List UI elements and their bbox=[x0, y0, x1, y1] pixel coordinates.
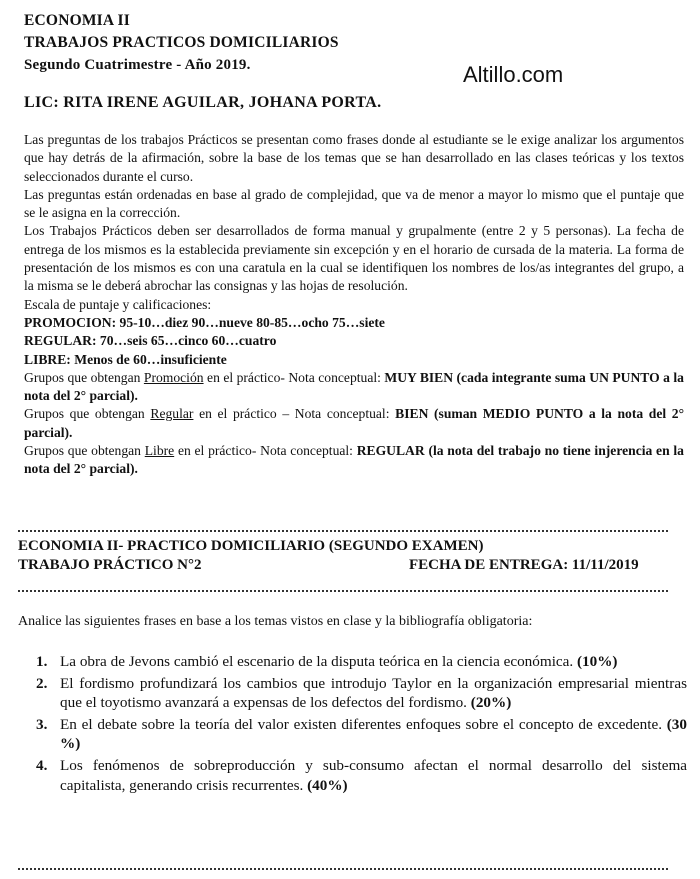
scale-regular-values: 70…seis 65…cinco 60…cuatro bbox=[99, 333, 277, 349]
rule-middle: en el práctico- Nota conceptual: bbox=[177, 443, 353, 459]
intro-paragraph-2: Las preguntas están ordenadas en base al grado de complejidad, que va de menor a mayor lo mismo que el puntaje que se le asigna en la corrección. bbox=[24, 186, 684, 221]
question-text: En el debate sobre la teoría del valor existen diferentes enfoques sobre el concepto de excedente. bbox=[60, 715, 662, 733]
due-date: FECHA DE ENTREGA: 11/11/2019 bbox=[409, 557, 639, 573]
scale-promocion-label: PROMOCION: bbox=[24, 314, 117, 330]
question-weight: (10%) bbox=[576, 653, 618, 670]
dotted-divider bbox=[18, 868, 668, 870]
question-item bbox=[32, 756, 687, 795]
rule-middle: en el práctico- Nota conceptual: bbox=[207, 369, 381, 385]
practical-number: TRABAJO PRÁCTICO N°2 bbox=[18, 557, 202, 573]
question-number: 2. bbox=[36, 674, 48, 692]
intro-paragraph-3: Los Trabajos Prácticos deben ser desarrollados de forma manual y grupalmente (entre 2 y 5 personas). La fecha de entrega de los mismos es la establecida previamente sin excepción y en el horario de cursada de la materia. La forma de presentación de los mismos es con una caratula en la cual se identifiquen los nombres de los/as integrantes del grupo, a la misma se le deberá abrochar las consignas y las hojas de resolución. bbox=[24, 223, 684, 294]
question-list bbox=[32, 652, 687, 797]
question-number: 4. bbox=[36, 756, 48, 774]
grade-rule-libre bbox=[24, 442, 684, 479]
rule-grade-word: Regular bbox=[150, 406, 194, 422]
scale-title: Escala de puntaje y calificaciones: bbox=[24, 296, 212, 312]
question-item bbox=[32, 652, 687, 672]
question-text: Los fenómenos de sobreproducción y sub-consumo afectan el normal desarrollo del sistema capitalista, generando crisis recurrentes. bbox=[60, 756, 687, 794]
question-text: La obra de Jevons cambió el escenario de la disputa teórica en la ciencia económica. bbox=[60, 653, 574, 670]
scale-promocion-values: 95-10…diez 90…nueve 80-85…ocho 75…siete bbox=[119, 314, 385, 330]
instructions-block bbox=[24, 131, 684, 479]
rule-result: MUY BIEN (cada integrante suma UN PUNTO a la nota del 2° parcial). bbox=[24, 369, 684, 404]
rule-prefix: Grupos que obtengan bbox=[24, 443, 141, 459]
exam-section-title: ECONOMIA II- PRACTICO DOMICILIARIO (SEGUNDO EXAMEN) bbox=[18, 538, 484, 554]
grade-rule-regular bbox=[24, 405, 684, 442]
rule-prefix: Grupos que obtengan bbox=[24, 369, 141, 385]
dotted-divider bbox=[18, 530, 668, 532]
question-weight: (30 %) bbox=[60, 715, 687, 753]
rule-grade-word: Libre bbox=[144, 443, 175, 459]
rule-result: BIEN (suman MEDIO PUNTO a la nota del 2° parcial). bbox=[24, 406, 685, 440]
document-title: TRABAJOS PRACTICOS DOMICILIARIOS bbox=[24, 34, 339, 51]
question-weight: (40%) bbox=[307, 776, 348, 794]
rule-middle: en el práctico – Nota conceptual: bbox=[199, 406, 390, 422]
scale-regular bbox=[24, 332, 684, 350]
task-instruction: Analice las siguientes frases en base a los temas vistos en clase y la bibliografía obligatoria: bbox=[18, 614, 533, 629]
question-item bbox=[32, 715, 687, 754]
grade-rule-promocion bbox=[24, 369, 684, 406]
question-weight: (20%) bbox=[470, 694, 512, 712]
scale-libre-values: Menos de 60…insuficiente bbox=[74, 351, 227, 367]
scale-promocion bbox=[24, 314, 684, 332]
scale-libre-label: LIBRE: bbox=[24, 351, 71, 367]
watermark-logo: Altillo.com bbox=[463, 62, 564, 87]
scale-libre bbox=[24, 351, 684, 369]
question-number: 3. bbox=[36, 715, 48, 733]
rule-result: REGULAR (la nota del trabajo no tiene injerencia en la nota del 2° parcial). bbox=[24, 443, 684, 477]
rule-prefix: Grupos que obtengan bbox=[24, 406, 145, 422]
scale-regular-label: REGULAR: bbox=[24, 333, 97, 349]
question-item bbox=[32, 674, 687, 713]
professors-line: LIC: RITA IRENE AGUILAR, JOHANA PORTA. bbox=[24, 94, 382, 111]
course-title: ECONOMIA II bbox=[24, 12, 130, 29]
dotted-divider bbox=[18, 590, 668, 592]
question-text: El fordismo profundizará los cambios que introdujo Taylor en la organización empresarial mientras que el toyotismo avanzará a expensas de los defectos del fordismo. bbox=[60, 674, 687, 712]
intro-paragraph-1: Las preguntas de los trabajos Prácticos se presentan como frases donde al estudiante se le exige analizar los argumentos que hay detrás de la afirmación, sobre la base de los temas que se han desarrollado en las clases teóricas y los textos seleccionados durante el curso. bbox=[24, 132, 684, 184]
rule-grade-word: Promoción bbox=[143, 369, 204, 385]
question-number: 1. bbox=[36, 653, 48, 670]
term-label: Segundo Cuatrimestre - Año 2019. bbox=[24, 57, 251, 73]
